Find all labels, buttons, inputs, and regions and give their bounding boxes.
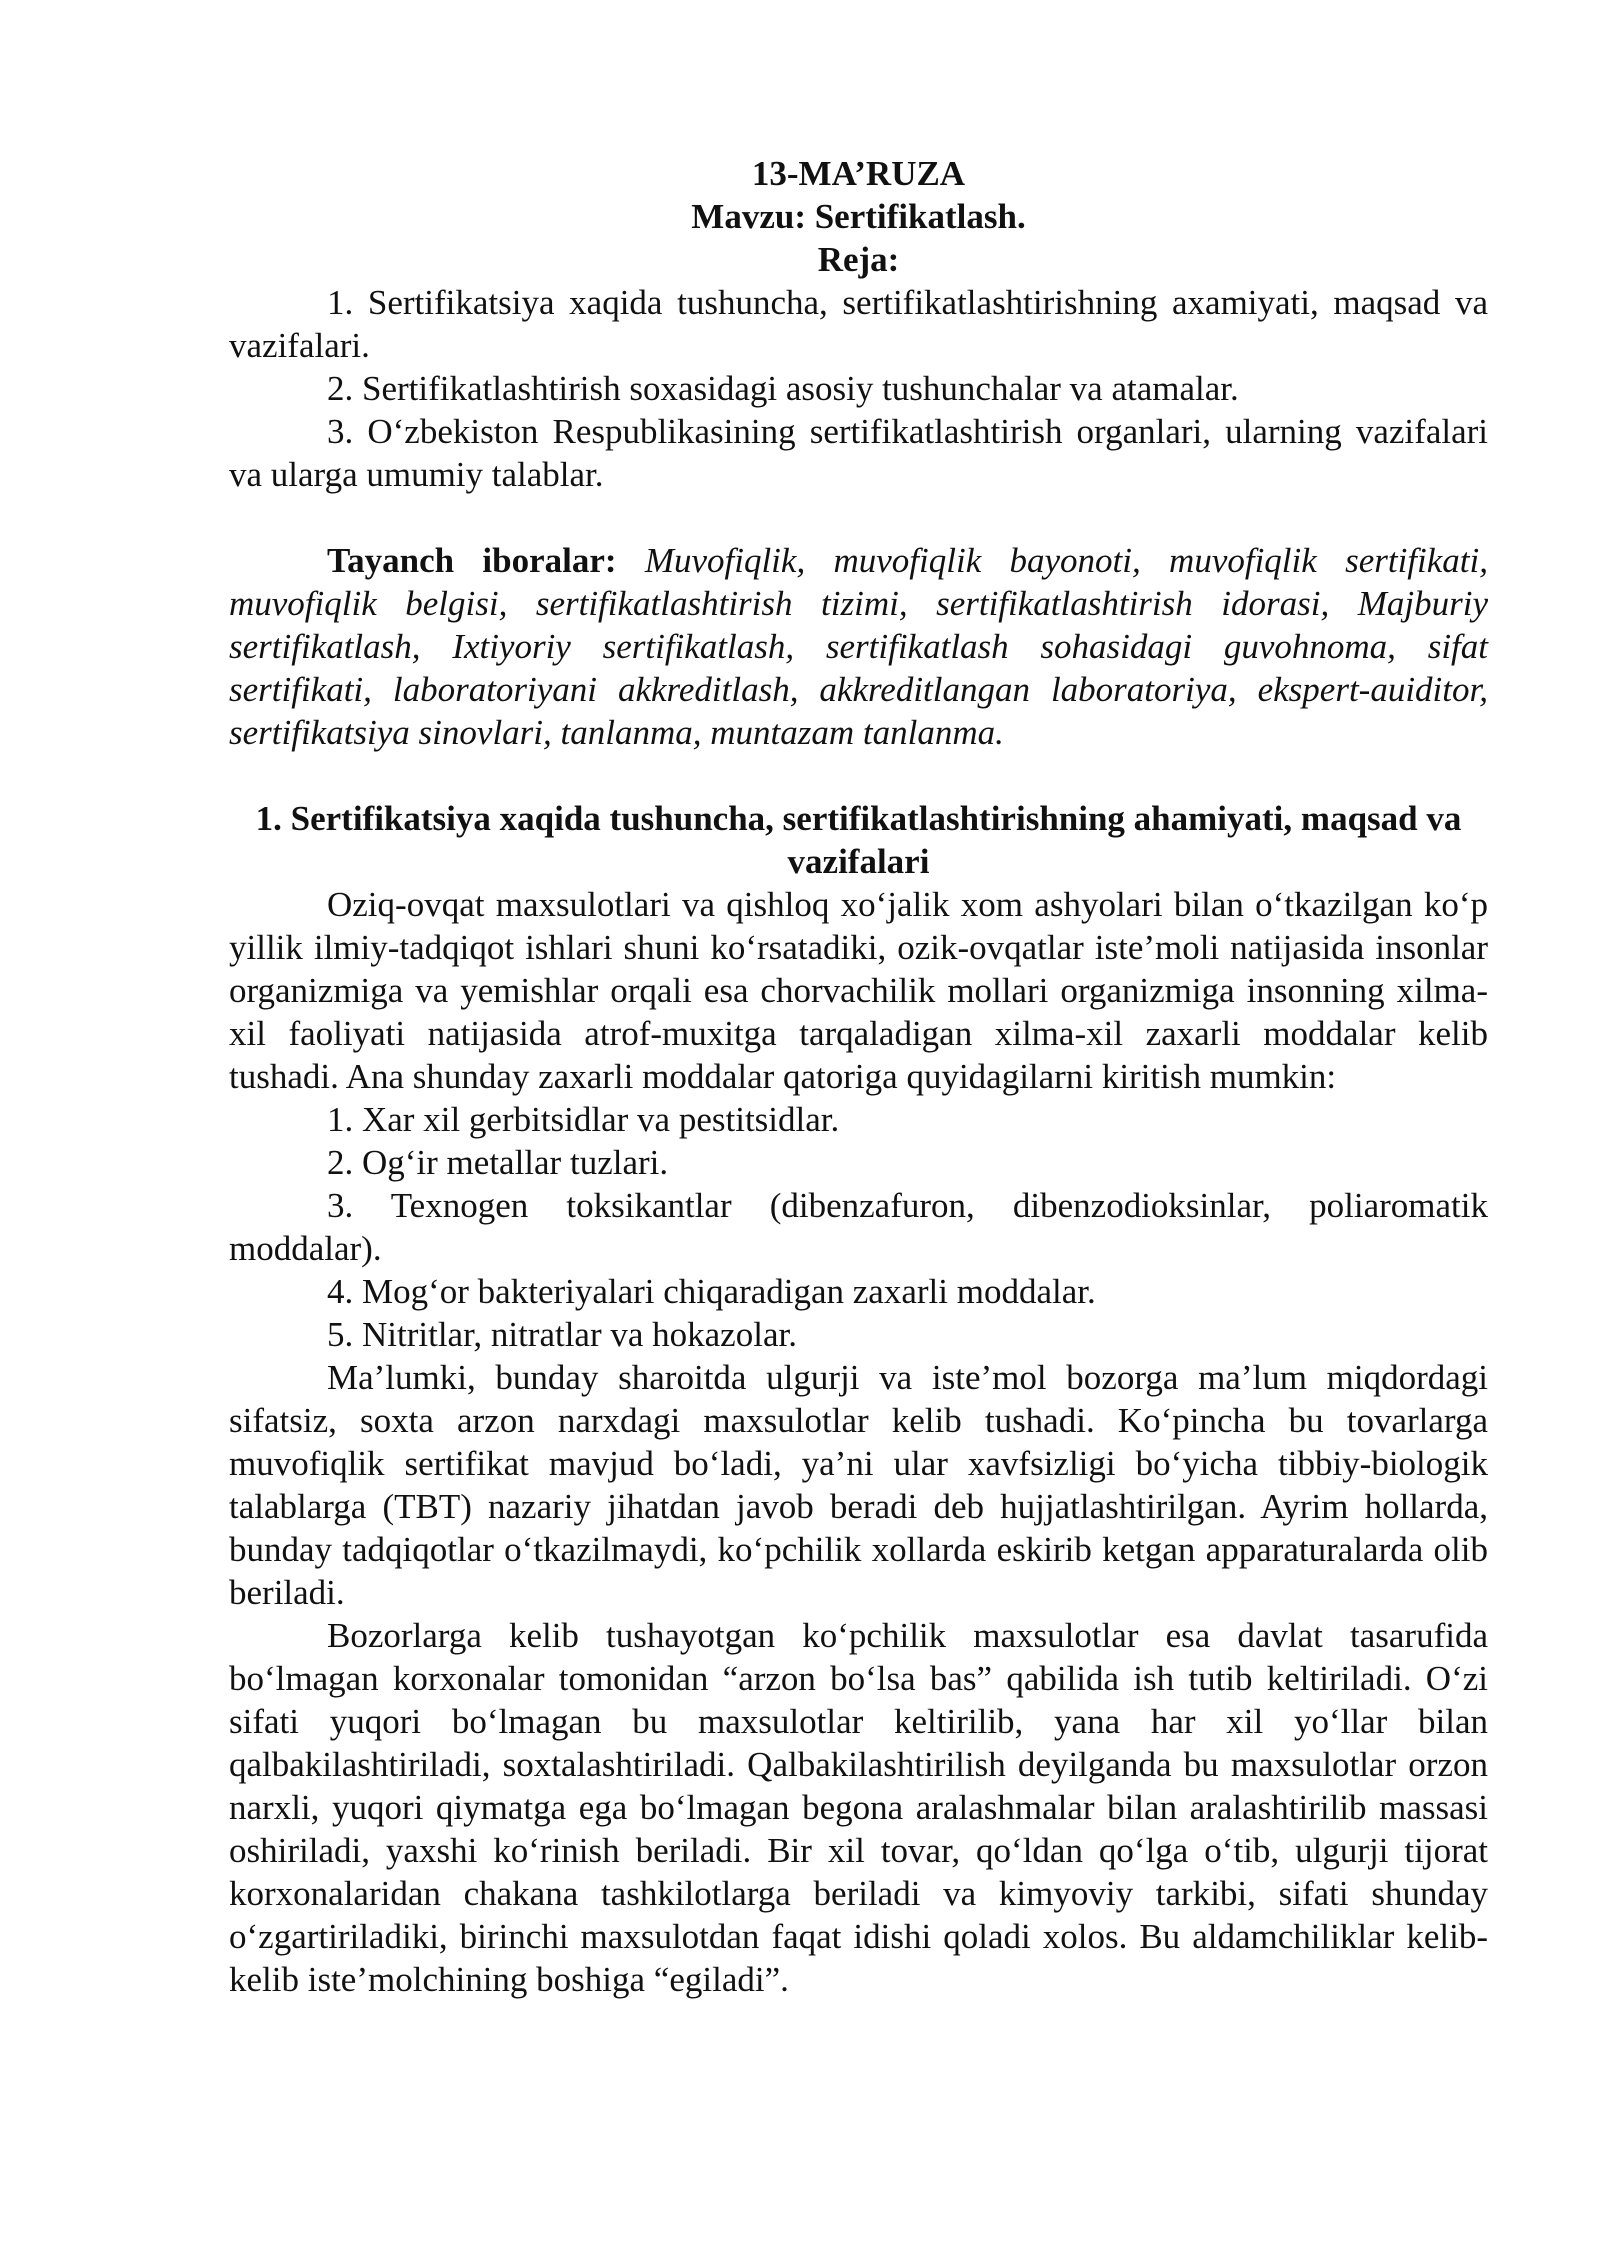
intro-paragraph: Oziq-ovqat maxsulotlari va qishloq xo‘jalik xom ashyolari bilan o‘tkazilgan ko‘p yillik ilmiy-tadqiqot ishlari shuni ko‘rsatadiki, ozik-ovqatlar iste’moli natijasida insonlar organizmiga va yemishlar orqali esa chorvachilik mollari organizmiga insonning xilma-xil faoliyati natijasida atrof-muxitga tarqaladigan xilma-xil zaxarli moddalar kelib tushadi. Ana shunday zaxarli moddalar qatoriga quyidagilarni kiritish mumkin: — [229, 885, 1488, 1096]
plan-list — [229, 281, 1488, 496]
keywords-paragraph — [229, 539, 1488, 754]
toxins-list — [229, 1098, 1488, 1356]
section-heading: 1. Sertifikatsiya xaqida tushuncha, sertifikatlashtirishning ahamiyati, maqsad va vazifalari — [255, 799, 1462, 881]
spacer — [229, 754, 1488, 797]
list-item: 3. Texnogen toksikantlar (dibenzafuron, dibenzodioksinlar, poliaromatik moddalar). — [229, 1186, 1488, 1268]
list-item: 4. Mog‘or bakteriyalari chiqaradigan zaxarli moddalar. — [327, 1272, 1096, 1311]
lecture-topic: Mavzu: Sertifikatlash. — [691, 197, 1026, 236]
plan-item: 1. Sertifikatsiya xaqida tushuncha, sertifikatlashtirishning axamiyati, maqsad va vazifalari. — [229, 283, 1488, 365]
plan-item: 2. Sertifikatlashtirish soxasidagi asosiy tushunchalar va atamalar. — [327, 369, 1239, 408]
document-page — [229, 152, 1488, 2001]
keywords-label: Tayanch iboralar: — [327, 541, 617, 580]
body-paragraph: Bozorlarga kelib tushayotgan ko‘pchilik maxsulotlar esa davlat tasarufida bo‘lmagan korxonalar tomonidan “arzon bo‘lsa bas” qabilida ish tutib keltiriladi. O‘zi sifati yuqori bo‘lmagan bu maxsulotlar keltirilib, yana har xil yo‘llar bilan qalbakilashtiriladi, soxtalashtiriladi. Qalbakilashtirilish deyilganda bu maxsulotlar orzon narxli, yuqori qiymatga ega bo‘lmagan begona aralashmalar bilan aralashtirilib massasi oshiriladi, yaxshi ko‘rinish beriladi. Bir xil tovar, qo‘ldan qo‘lga o‘tib, ulgurji tijorat korxonalaridan chakana tashkilotlarga beriladi va kimyoviy tarkibi, sifati shunday o‘zgartiriladiki, birinchi maxsulotdan faqat idishi qoladi xolos. Bu aldamchiliklar kelib-kelib iste’molchining boshiga “egiladi”. — [229, 1616, 1488, 1999]
lecture-number: 13-MA’RUZA — [751, 154, 966, 193]
list-item: 5. Nitritlar, nitratlar va hokazolar. — [327, 1315, 797, 1354]
list-item: 2. Og‘ir metallar tuzlari. — [327, 1143, 669, 1182]
plan-item: 3. O‘zbekiston Respublikasining sertifikatlashtirish organlari, ularning vazifalari va ularga umumiy talablar. — [229, 412, 1488, 494]
spacer — [229, 496, 1488, 539]
plan-heading: Reja: — [817, 240, 900, 279]
body-paragraph: Ma’lumki, bunday sharoitda ulgurji va iste’mol bozorga ma’lum miqdordagi sifatsiz, soxta arzon narxdagi maxsulotlar kelib tushadi. Ko‘pincha bu tovarlarga muvofiqlik sertifikat mavjud bo‘ladi, ya’ni ular xavfsizligi bo‘yicha tibbiy-biologik talablarga (TBT) nazariy jihatdan javob beradi deb hujjatlashtirilgan. Ayrim hollarda, bunday tadqiqotlar o‘tkazilmaydi, ko‘pchilik xollarda eskirib ketgan apparaturalarda olib beriladi. — [229, 1358, 1488, 1612]
list-item: 1. Xar xil gerbitsidlar va pestitsidlar. — [327, 1100, 840, 1139]
keywords-text: Muvofiqlik, muvofiqlik bayonoti, muvofiqlik sertifikati, muvofiqlik belgisi, sertifikatlashtirish tizimi, sertifikatlashtirish idorasi, Majburiy sertifikatlash, Ixtiyoriy sertifikatlash, sertifikatlash sohasidagi guvohnoma, sifat sertifikati, laboratoriyani akkreditlash, akkreditlangan laboratoriya, ekspert-auiditor, sertifikatsiya sinovlari, tanlanma, muntazam tanlanma. — [229, 541, 1488, 752]
